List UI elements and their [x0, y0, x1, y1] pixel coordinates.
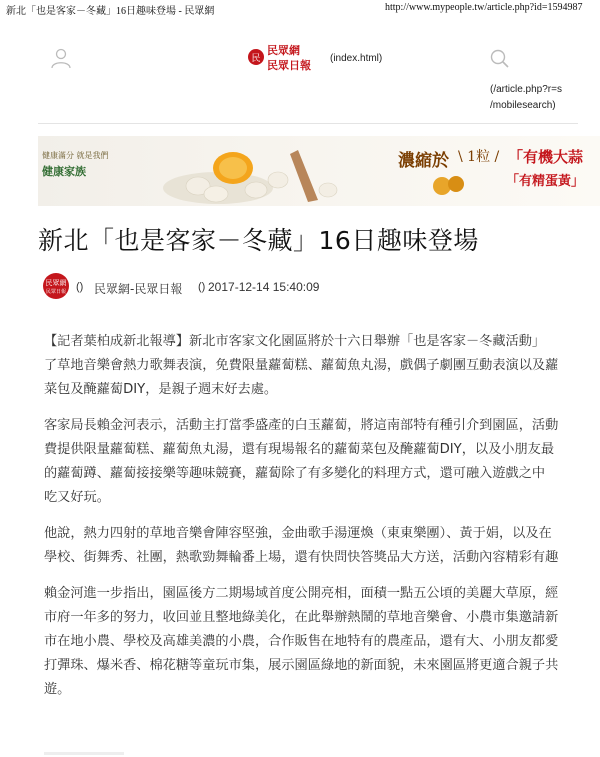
svg-text:民: 民	[251, 54, 261, 64]
paragraph-line: 他說，熱力四射的草地音樂會陣容堅強，金曲歌手湯運煥（東東樂團）、黃于娟，以及在	[44, 526, 552, 541]
svg-text:民眾日報: 民眾日報	[267, 59, 311, 72]
ad-tag-organic-garlic: 「有機大蒜	[508, 148, 584, 166]
article-title: 新北「也是客家－冬藏」16日趣味登場	[38, 226, 479, 255]
search-link[interactable]	[490, 82, 562, 114]
paragraph-line: 吃又好玩。	[44, 490, 110, 505]
user-icon	[50, 47, 72, 69]
search-link-line: (/article.php?r=s	[490, 84, 562, 95]
ad-tag-egg-yolk: 「有精蛋黃」	[506, 174, 585, 189]
paragraph-line: 遊。	[44, 682, 71, 697]
print-header	[0, 0, 600, 16]
footer-divider	[44, 752, 124, 755]
search-button[interactable]	[488, 47, 512, 71]
paragraph-line: 費提供限量蘿蔔糕、蘿蔔魚丸湯，還有現場報名的蘿蔔菜包及醃蘿蔔DIY，以及小朋友最	[44, 442, 555, 457]
article-body	[44, 330, 600, 714]
author-link-paren[interactable]: ()	[76, 281, 84, 293]
svg-text:民眾網: 民眾網	[267, 44, 300, 57]
ad-product-image	[158, 140, 378, 206]
paragraph-line: 市在地小農、學校及高雄美濃的小農，合作販售在地特有的農產品，還有大、小朋友都愛	[44, 634, 559, 649]
logo-link-text[interactable]: (index.html)	[330, 53, 383, 64]
ad-brand	[42, 150, 109, 179]
ad-banner[interactable]	[38, 136, 600, 206]
search-link-line: /mobilesearch)	[490, 100, 556, 111]
paragraph-line: 的蘿蔔蹲、蘿蔔接接樂等趣味競賽，蘿蔔除了有多變化的料理方式，還可融入遊戲之中	[44, 466, 546, 481]
article-byline	[42, 272, 562, 302]
ad-brand-name: 健康家族	[42, 165, 86, 178]
publish-date: 2017-12-14 15:40:09	[208, 280, 320, 294]
svg-text:民眾日報: 民眾日報	[45, 289, 67, 295]
article-paragraph	[44, 414, 600, 510]
logo-mark	[247, 42, 327, 72]
print-url: http://www.mypeople.tw/article.php?id=1594987	[385, 2, 583, 13]
article-paragraph	[44, 522, 600, 570]
ad-capsule-image	[430, 172, 466, 198]
author-name[interactable]: 民眾網-民眾日報	[94, 282, 183, 296]
user-account-button[interactable]	[50, 47, 72, 69]
article-paragraph	[44, 330, 600, 402]
header-divider	[38, 123, 578, 124]
paragraph-line: 了草地音樂會熱力歌舞表演，免費限量蘿蔔糕、蘿蔔魚丸湯，戲偶子劇團互動表演以及蘿	[44, 358, 559, 373]
svg-text:民眾網: 民眾網	[45, 279, 67, 287]
paragraph-line: 客家局長賴金河表示，活動主打當季盛產的白玉蘿蔔，將這南部特有種引介到園區，活動	[44, 418, 559, 433]
print-page-title: 新北「也是客家－冬藏」16日趣味登場 - 民眾網	[6, 6, 215, 17]
ad-subheadline: \ 1粒 /	[458, 149, 500, 165]
paragraph-line: 賴金河進一步指出，園區後方二期場域首度公開亮相，面積一點五公頃的美麗大草原，經	[44, 586, 559, 601]
search-icon	[488, 47, 512, 71]
site-logo[interactable]	[247, 42, 327, 72]
paragraph-line: 菜包及醃蘿蔔DIY，是親子週末好去處。	[44, 382, 278, 397]
ad-brand-slogan: 健康滿分 就是我們	[42, 151, 109, 160]
paragraph-line: 學校、街舞秀、社團，熱歌勁舞輪番上場，還有快問快答獎品大方送，活動內容精彩有趣	[44, 550, 559, 565]
article-paragraph	[44, 582, 600, 702]
date-link-paren: ()	[198, 281, 206, 293]
ad-headline: 濃縮於	[398, 151, 449, 171]
paragraph-line: 市府一年多的努力，收回並且整地綠美化，在此舉辦熱鬧的草地音樂會、小農市集邀請新	[44, 610, 559, 625]
paragraph-line: 打彈珠、爆米香、棉花糖等童玩市集，展示園區綠地的新面貌，未來園區將更適合親子共	[44, 658, 559, 673]
publisher-avatar[interactable]	[42, 272, 70, 300]
paragraph-line: 【記者葉柏成新北報導】新北市客家文化園區將於十六日舉辦「也是客家－冬藏活動」	[44, 334, 546, 349]
